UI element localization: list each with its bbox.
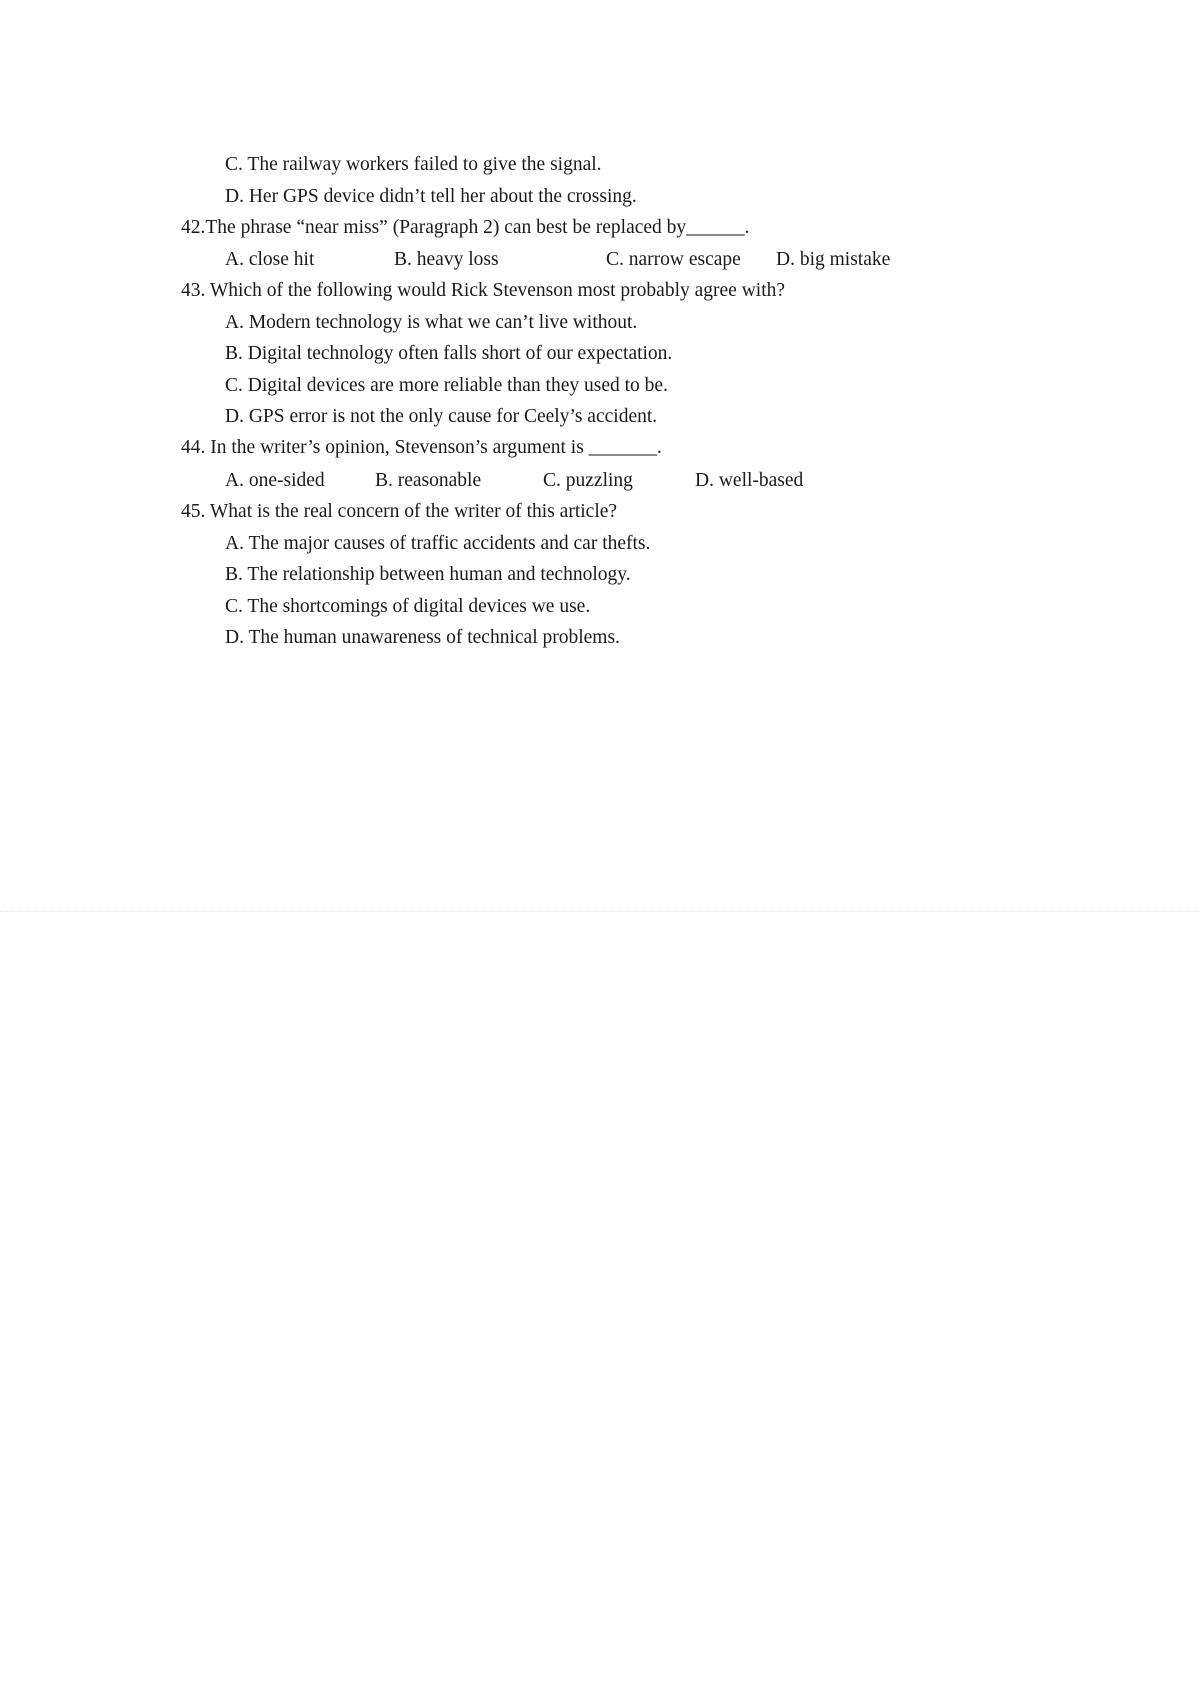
q41-option-c: C. The railway workers failed to give the signal. [225, 154, 602, 175]
q44-stem: 44. In the writer’s opinion, Stevenson’s argument is _______. [181, 437, 662, 458]
q44-option-a: A. one-sided [225, 470, 325, 491]
q44-option-d: D. well-based [695, 470, 804, 491]
page-divider [0, 911, 1200, 912]
q42-stem: 42.The phrase “near miss” (Paragraph 2) can best be replaced by______. [181, 217, 750, 238]
q43-option-c: C. Digital devices are more reliable than they used to be. [225, 375, 668, 396]
q42-option-b: B. heavy loss [394, 249, 499, 270]
q45-option-a: A. The major causes of traffic accidents and car thefts. [225, 533, 651, 554]
q44-option-b: B. reasonable [375, 470, 482, 491]
q42-option-a: A. close hit [225, 249, 315, 270]
q42-option-c: C. narrow escape [606, 249, 741, 270]
q45-option-b: B. The relationship between human and technology. [225, 564, 631, 585]
q43-option-b: B. Digital technology often falls short of our expectation. [225, 343, 673, 364]
q45-stem: 45. What is the real concern of the writer of this article? [181, 501, 618, 522]
q43-option-a: A. Modern technology is what we can’t live without. [225, 312, 638, 333]
q43-stem: 43. Which of the following would Rick Stevenson most probably agree with? [181, 280, 786, 301]
q45-option-d: D. The human unawareness of technical problems. [225, 627, 620, 648]
q44-option-c: C. puzzling [543, 470, 633, 491]
q43-option-d: D. GPS error is not the only cause for Ceely’s accident. [225, 406, 658, 427]
q41-option-d: D. Her GPS device didn’t tell her about the crossing. [225, 186, 637, 207]
q42-option-d: D. big mistake [776, 249, 891, 270]
q45-option-c: C. The shortcomings of digital devices we use. [225, 596, 591, 617]
